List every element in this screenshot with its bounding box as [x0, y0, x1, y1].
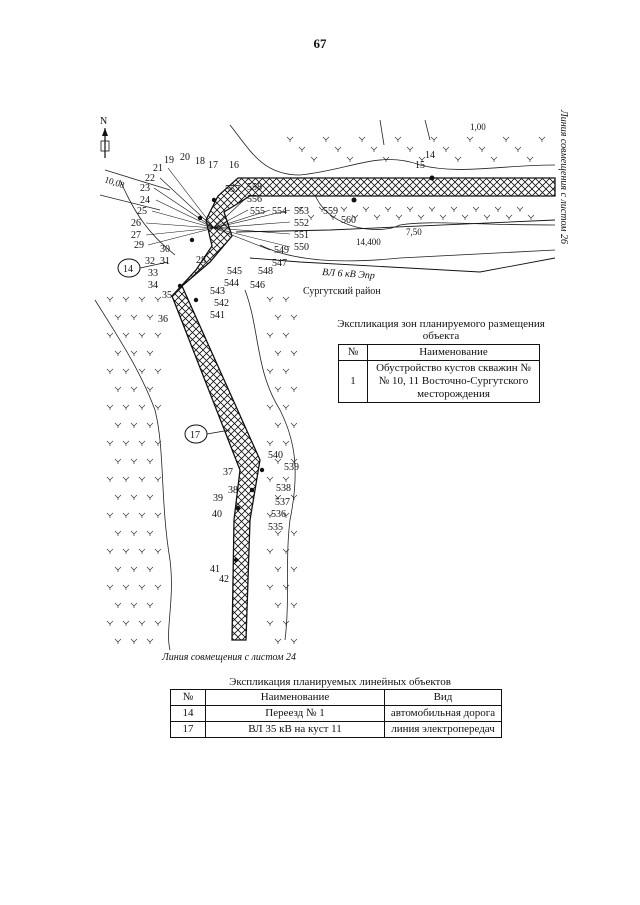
vegetation-symbol [139, 477, 145, 482]
point-label-37: 37 [223, 467, 233, 478]
vegetation-symbol [115, 531, 121, 536]
vegetation-symbol [267, 405, 273, 410]
vegetation-symbol [363, 207, 369, 212]
vegetation-symbol [275, 567, 281, 572]
vegetation-symbol [139, 333, 145, 338]
point-label-22: 22 [145, 173, 155, 184]
vegetation-symbol [131, 459, 137, 464]
vegetation-symbol [107, 621, 113, 626]
point-label-20: 20 [180, 152, 190, 163]
point-label-554: 554 [272, 206, 287, 217]
vegetation-symbol [395, 137, 401, 142]
point-label-33: 33 [148, 268, 158, 279]
point-label-556: 556 [247, 194, 262, 205]
point-label-19: 19 [164, 155, 174, 166]
svg-text:17: 17 [190, 430, 200, 441]
point-label-31: 31 [160, 256, 170, 267]
vegetation-symbol [506, 215, 512, 220]
vegetation-symbol [147, 603, 153, 608]
vegetation-symbol [123, 513, 129, 518]
point-label-543: 543 [210, 286, 225, 297]
point-label-14: 14 [425, 150, 435, 161]
vegetation-symbol [283, 369, 289, 374]
vegetation-symbol [107, 297, 113, 302]
vegetation-symbol [431, 137, 437, 142]
linear-header-name: Наименование [206, 690, 385, 706]
point-label-560: 560 [341, 215, 356, 226]
point-label-24: 24 [140, 195, 150, 206]
vegetation-symbol [139, 405, 145, 410]
vegetation-symbol [528, 215, 534, 220]
vegetation-symbol [443, 147, 449, 152]
vegetation-symbol [291, 423, 297, 428]
vegetation-symbol [123, 621, 129, 626]
vegetation-symbol [115, 315, 121, 320]
vegetation-symbol [503, 137, 509, 142]
side-note-label: Линия совмещения с листом 26 [558, 110, 569, 245]
vegetation-symbol [267, 621, 273, 626]
vegetation-symbol [283, 585, 289, 590]
vegetation-symbol [139, 441, 145, 446]
planned-corridor [172, 178, 555, 640]
vegetation-symbol [155, 513, 161, 518]
vegetation-symbol [267, 477, 273, 482]
vegetation-symbol [107, 477, 113, 482]
point-label-552: 552 [294, 218, 309, 229]
vegetation-symbol [131, 423, 137, 428]
vegetation-symbol [451, 207, 457, 212]
vegetation-symbol [359, 137, 365, 142]
vegetation-symbol [275, 315, 281, 320]
zones-legend-table [338, 344, 540, 403]
vegetation-symbol [155, 621, 161, 626]
vegetation-symbol [291, 531, 297, 536]
vegetation-symbol [291, 603, 297, 608]
point-label-36: 36 [158, 314, 168, 325]
small-label: 10,08 [103, 174, 126, 191]
vegetation-symbol [147, 639, 153, 644]
point-label-35: 35 [162, 290, 172, 301]
point-label-42: 42 [219, 574, 229, 585]
leader-line-21 [168, 168, 214, 228]
point-label-34: 34 [148, 280, 158, 291]
vegetation-symbol [123, 585, 129, 590]
vegetation-symbol [123, 297, 129, 302]
vegetation-symbol [123, 333, 129, 338]
point-label-553: 553 [294, 206, 309, 217]
page-number: 67 [313, 36, 327, 51]
vegetation-symbol [147, 567, 153, 572]
point-label-41: 41 [210, 564, 220, 575]
zones-legend-title: Экспликация зон планируемого размещения объекта [337, 318, 545, 342]
vegetation-symbol [291, 639, 297, 644]
point-label-539: 539 [284, 462, 299, 473]
vegetation-symbol [139, 297, 145, 302]
vegetation-symbol [275, 639, 281, 644]
vegetation-symbol [115, 387, 121, 392]
north-symbol: N [100, 116, 108, 127]
zones-header-name: Наименование [368, 345, 540, 361]
vegetation-symbol [527, 157, 533, 162]
vegetation-symbol [517, 207, 523, 212]
vegetation-symbol [155, 297, 161, 302]
vegetation-symbol [107, 441, 113, 446]
vegetation-symbol [107, 405, 113, 410]
point-label-535: 535 [268, 522, 283, 533]
vegetation-symbol [267, 369, 273, 374]
point-label-30: 30 [160, 244, 170, 255]
vegetation-symbol [418, 215, 424, 220]
small-label: 7,50 [406, 227, 422, 237]
table-row: 17 ВЛ 35 кВ на куст 11 линия электропередач [171, 722, 502, 738]
vegetation-symbol [147, 351, 153, 356]
leader-line-24 [156, 200, 214, 228]
vegetation-symbol [467, 137, 473, 142]
svg-text:14: 14 [123, 264, 133, 275]
vegetation-symbol [407, 147, 413, 152]
vegetation-symbol [267, 333, 273, 338]
vegetation-symbol [139, 621, 145, 626]
point-label-28: 28 [196, 255, 206, 266]
point-label-39: 39 [213, 493, 223, 504]
point-label-23: 23 [140, 183, 150, 194]
table-row: 14 Переезд № 1 автомобильная дорога [171, 706, 502, 722]
north-arrow [100, 116, 109, 158]
vegetation-symbol [371, 147, 377, 152]
bottom-note-label: Линия совмещения с листом 24 [162, 652, 297, 663]
point-label-17: 17 [208, 160, 218, 171]
point-label-15: 15 [415, 160, 425, 171]
vegetation-symbol [347, 157, 353, 162]
vegetation-symbol [115, 351, 121, 356]
point-label-547: 547 [272, 258, 287, 269]
point-label-537: 537 [275, 497, 290, 508]
vegetation-symbol [283, 297, 289, 302]
vegetation-symbol [515, 147, 521, 152]
vegetation-symbol [131, 639, 137, 644]
point-label-541: 541 [210, 310, 225, 321]
vegetation-symbol [267, 441, 273, 446]
vegetation-symbol [275, 351, 281, 356]
vegetation-symbol [287, 137, 293, 142]
vegetation-symbol [374, 215, 380, 220]
vegetation-symbol [283, 441, 289, 446]
leader-line-23 [154, 188, 214, 228]
linear-legend-table [170, 689, 502, 738]
vegetation-symbol [267, 549, 273, 554]
vegetation-symbol [131, 495, 137, 500]
vegetation-symbol [123, 405, 129, 410]
point-label-21: 21 [153, 163, 163, 174]
vegetation-symbol [291, 351, 297, 356]
vegetation-symbol [139, 549, 145, 554]
vegetation-symbol [131, 531, 137, 536]
vegetation-symbol [115, 603, 121, 608]
vegetation-symbol [335, 147, 341, 152]
vegetation-symbol [147, 459, 153, 464]
vegetation-symbol [291, 567, 297, 572]
linear-legend-title: Экспликация планируемых линейных объектов [229, 676, 451, 688]
vegetation-symbol [131, 603, 137, 608]
vegetation-symbol [107, 369, 113, 374]
vegetation-symbol [155, 477, 161, 482]
point-label-18: 18 [195, 156, 205, 167]
vegetation-symbol [131, 315, 137, 320]
vegetation-symbol [267, 297, 273, 302]
vegetation-symbol [115, 567, 121, 572]
vegetation-symbol [155, 405, 161, 410]
vegetation-symbol [440, 215, 446, 220]
point-label-545: 545 [227, 266, 242, 277]
vegetation-symbol [341, 207, 347, 212]
point-label-548: 548 [258, 266, 273, 277]
vegetation-symbol [115, 639, 121, 644]
vegetation-symbol [139, 369, 145, 374]
vegetation-symbol [462, 215, 468, 220]
vegetation-symbol [115, 495, 121, 500]
point-label-542: 542 [214, 298, 229, 309]
vegetation-symbol [495, 207, 501, 212]
point-label-551: 551 [294, 230, 309, 241]
point-label-540: 540 [268, 450, 283, 461]
zones-row-name: Обустройство кустов скважин №№ 10, 11 Восточно-Сургутского месторождения [368, 361, 540, 403]
vegetation-symbol [291, 315, 297, 320]
point-label-16: 16 [229, 160, 239, 171]
point-label-40: 40 [212, 509, 222, 520]
point-label-25: 25 [137, 206, 147, 217]
point-label-32: 32 [145, 256, 155, 267]
vegetation-symbol [107, 333, 113, 338]
vegetation-symbol [123, 441, 129, 446]
vegetation-symbol [139, 513, 145, 518]
vegetation-symbol [155, 369, 161, 374]
vegetation-symbol [267, 585, 273, 590]
vegetation-symbol [147, 423, 153, 428]
vegetation-symbol [407, 207, 413, 212]
vegetation-symbol [131, 387, 137, 392]
vegetation-symbol [291, 387, 297, 392]
vegetation-symbol [283, 333, 289, 338]
point-label-538: 538 [276, 483, 291, 494]
vegetation-symbol [147, 495, 153, 500]
vegetation-symbol [275, 423, 281, 428]
point-label-549: 549 [274, 245, 289, 256]
vegetation-symbol [283, 477, 289, 482]
vegetation-symbol [115, 459, 121, 464]
vegetation-symbol [299, 147, 305, 152]
linear-header-type: Вид [385, 690, 502, 706]
leader-line-29 [148, 228, 214, 245]
power-line-label: ВЛ 6 кВ Эпр [321, 267, 376, 282]
vegetation-symbol [484, 215, 490, 220]
vegetation-symbol [123, 369, 129, 374]
vegetation-symbol [123, 549, 129, 554]
zones-header-num: № [339, 345, 368, 361]
vegetation-symbol [155, 333, 161, 338]
vegetation-symbol [323, 137, 329, 142]
vegetation-symbol [396, 215, 402, 220]
vegetation-symbol [479, 147, 485, 152]
vegetation-symbol [455, 157, 461, 162]
vegetation-symbol [107, 585, 113, 590]
vegetation-symbol [131, 567, 137, 572]
point-label-559: 559 [323, 206, 338, 217]
point-label-536: 536 [271, 509, 286, 520]
small-label: 14,400 [356, 237, 381, 247]
linear-header-num: № [171, 690, 206, 706]
vegetation-symbol [123, 477, 129, 482]
vegetation-symbol [131, 351, 137, 356]
point-label-29: 29 [134, 240, 144, 251]
vegetation-symbol [275, 603, 281, 608]
vegetation-symbol [473, 207, 479, 212]
point-label-557: 557 [225, 184, 240, 195]
point-label-26: 26 [131, 218, 141, 229]
zones-row-num: 1 [339, 361, 368, 403]
point-label-550: 550 [294, 242, 309, 253]
vegetation-symbol [539, 137, 545, 142]
point-label-38: 38 [228, 485, 238, 496]
vegetation-symbol [147, 315, 153, 320]
point-label-27: 27 [131, 230, 141, 241]
point-label-558: 558 [247, 182, 262, 193]
vegetation-symbol [107, 513, 113, 518]
vegetation-symbol [147, 387, 153, 392]
vegetation-symbol [139, 585, 145, 590]
vegetation-symbol [385, 207, 391, 212]
vegetation-symbol [107, 549, 113, 554]
vegetation-symbol [491, 157, 497, 162]
vegetation-symbol [275, 387, 281, 392]
point-label-544: 544 [224, 278, 239, 289]
vegetation-symbol [115, 423, 121, 428]
vegetation-symbol [147, 531, 153, 536]
point-label-546: 546 [250, 280, 265, 291]
leader-line-27 [146, 228, 214, 235]
vegetation-symbol [155, 549, 161, 554]
small-label: 1,00 [470, 122, 486, 132]
district-label: Сургутский район [303, 286, 381, 297]
vegetation-symbol [429, 207, 435, 212]
vegetation-symbol [155, 585, 161, 590]
point-label-555: 555 [250, 206, 265, 217]
vegetation-symbol [283, 405, 289, 410]
vegetation-symbol [311, 157, 317, 162]
